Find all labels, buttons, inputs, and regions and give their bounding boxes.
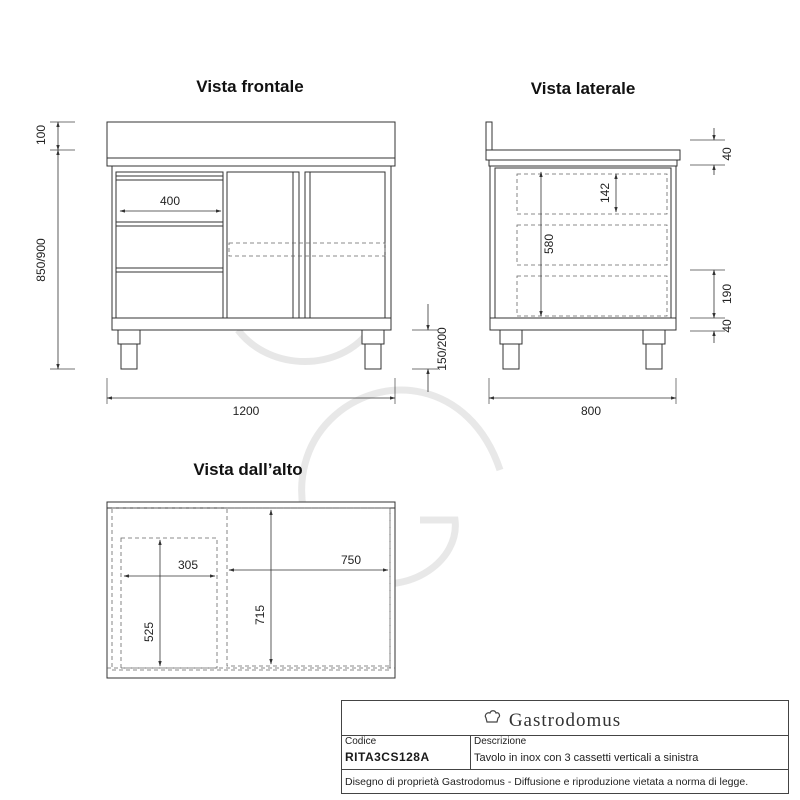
- title-block-info-row: [342, 735, 788, 770]
- dim-top-compartment-depth: 715: [253, 604, 267, 626]
- dim-top-drawer-width: 305: [177, 558, 199, 572]
- brand-name: Gastrodomus: [508, 710, 622, 731]
- title-block: [341, 700, 789, 794]
- top-view-title: Vista dall’alto: [193, 460, 303, 479]
- code-value: RITA3CS128A: [345, 750, 430, 764]
- description-label: Descrizione: [474, 736, 527, 747]
- code-cell: [342, 735, 471, 769]
- dim-front-backsplash: 100: [34, 124, 48, 146]
- dim-side-top-thickness: 40: [720, 147, 734, 161]
- code-label: Codice: [345, 736, 377, 747]
- dim-top-compartment-width: 750: [340, 553, 362, 567]
- side-view-title: Vista laterale: [530, 79, 636, 98]
- dim-side-internal-height: 580: [542, 233, 556, 255]
- chef-hat-icon: [482, 707, 502, 727]
- description-value: Tavolo in inox con 3 cassetti verticali a sinistra: [474, 752, 699, 764]
- top-view: [107, 502, 395, 678]
- title-block-brand-row: [342, 701, 788, 736]
- dim-front-feet-height: 150/200: [435, 327, 449, 371]
- dim-side-lower-height: 190: [720, 283, 734, 305]
- ownership-note: Disegno di proprietà Gastrodomus - Diffusione e riproduzione vietata a norma di legge.: [345, 776, 749, 788]
- dim-side-drawer-height: 142: [598, 182, 612, 204]
- dim-front-body-height: 850/900: [34, 238, 48, 282]
- side-view: [486, 122, 680, 369]
- front-view: [107, 122, 395, 369]
- dim-front-width: 1200: [232, 404, 260, 418]
- dim-side-bottom-thickness: 40: [720, 319, 734, 333]
- dim-front-drawer-width: 400: [159, 194, 181, 208]
- front-view-title: Vista frontale: [196, 77, 304, 96]
- dim-side-depth: 800: [580, 404, 602, 418]
- dim-top-drawer-depth: 525: [142, 621, 156, 643]
- description-cell: [471, 735, 788, 769]
